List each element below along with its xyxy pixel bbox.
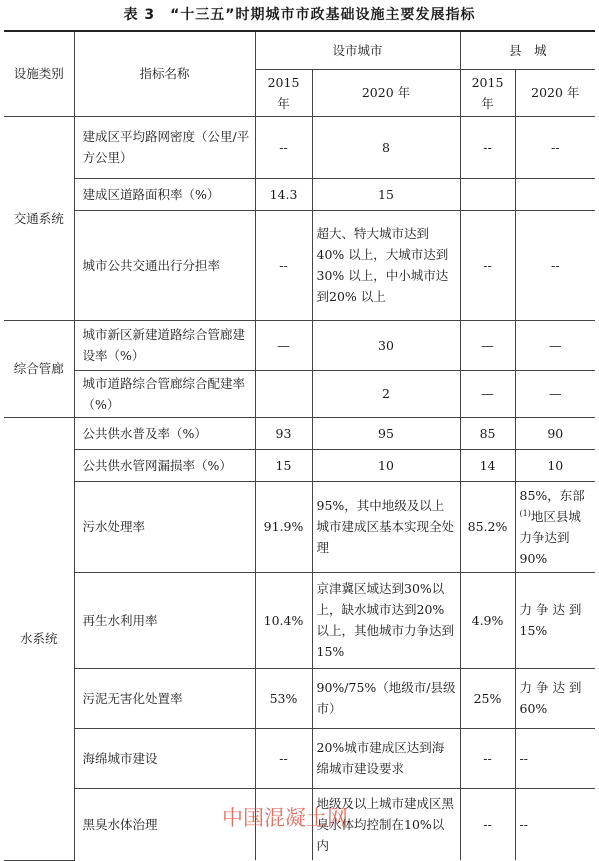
city-2020-cell: 地级及以上城市建成区黑臭水体均控制在10%以内: [312, 788, 460, 860]
city-2020-cell: 90%/75%（地级市/县级市）: [312, 668, 460, 728]
table-row: [4, 417, 595, 449]
city-2015-cell: 53%: [255, 668, 312, 728]
county-2015-cell: --: [460, 728, 515, 788]
table-row: [4, 210, 595, 320]
city-2020-cell: 95%，其中地级及以上城市建成区基本实现全处理: [312, 481, 460, 572]
footnote-marker: (1): [519, 508, 531, 518]
city-2015-cell: —: [255, 320, 312, 370]
county-2020-cell: 90: [515, 417, 595, 449]
county-2020-cell: —: [515, 320, 595, 370]
city-2020-cell: 京津冀区域达到30%以上，缺水城市达到20%以上，其他城市力争达到15%: [312, 572, 460, 668]
county-2015-cell: --: [460, 788, 515, 860]
table-row: [4, 449, 595, 481]
county-2020-cell: 力 争 达 到15%: [515, 572, 595, 668]
header-county-2020: 2020 年: [515, 69, 595, 116]
county-2015-cell: 4.9%: [460, 572, 515, 668]
city-2020-cell: 2: [312, 370, 460, 417]
city-2015-cell: --: [255, 116, 312, 178]
county-2015-cell: --: [460, 210, 515, 320]
table-row: [4, 370, 595, 417]
table-row: [4, 116, 595, 178]
county-2015-cell: —: [460, 320, 515, 370]
city-2015-cell: --: [255, 728, 312, 788]
county-2020-cell: [515, 178, 595, 210]
table-title: 表 3 “十三五”时期城市市政基础设施主要发展指标: [123, 7, 476, 23]
city-2015-cell: --: [255, 210, 312, 320]
city-2020-cell: 8: [312, 116, 460, 178]
city-2020-cell: 20%城市建成区达到海绵城市建设要求: [312, 728, 460, 788]
county-2020-cell: 力 争 达 到60%: [515, 668, 595, 728]
indicator-cell: 城市公共交通出行分担率: [74, 210, 255, 320]
county-2015-cell: 14: [460, 449, 515, 481]
category-pipe-gallery: 综合管廊: [4, 320, 74, 417]
indicator-cell: 海绵城市建设: [74, 728, 255, 788]
county-2020-cell: [515, 481, 595, 572]
city-2020-cell: 30: [312, 320, 460, 370]
header-city-group: 设市城市: [255, 31, 460, 69]
table-row: [4, 178, 595, 210]
indicator-cell: 建成区道路面积率（%）: [74, 178, 255, 210]
indicator-cell: 建成区平均路网密度（公里/平方公里）: [74, 116, 255, 178]
city-2015-cell: 91.9%: [255, 481, 312, 572]
county-2015-cell: —: [460, 370, 515, 417]
county-2020-cell: —: [515, 370, 595, 417]
county-2015-cell: 85.2%: [460, 481, 515, 572]
table-row: [4, 572, 595, 668]
county-2015-cell: 25%: [460, 668, 515, 728]
county-2020-prefix: 85%，东部: [519, 487, 585, 503]
indicator-cell: 黑臭水体治理: [74, 788, 255, 860]
county-2020-cell: --: [515, 788, 595, 860]
category-water: 水系统: [4, 417, 74, 860]
indicator-cell: 再生水利用率: [74, 572, 255, 668]
city-2020-cell: 95: [312, 417, 460, 449]
city-2015-cell: 93: [255, 417, 312, 449]
county-2020-text: 地区县城力争达到90%: [519, 508, 581, 566]
watermark-logo: 中国混凝土网: [222, 806, 348, 830]
county-2020-cell: 10: [515, 449, 595, 481]
header-row-group: [4, 31, 595, 69]
city-2015-cell: 15: [255, 449, 312, 481]
header-county-2015: 2015 年: [460, 69, 515, 116]
indicator-cell: 公共供水管网漏损率（%）: [74, 449, 255, 481]
city-2020-cell: 10: [312, 449, 460, 481]
category-transport: 交通系统: [4, 116, 74, 320]
table-row: [4, 481, 595, 572]
table-row: [4, 668, 595, 728]
table-row: [4, 728, 595, 788]
county-2015-cell: --: [460, 116, 515, 178]
header-city-2015: 2015 年: [255, 69, 312, 116]
county-2020-cell: --: [515, 728, 595, 788]
city-2015-cell: 10.4%: [255, 572, 312, 668]
county-2015-cell: 85: [460, 417, 515, 449]
city-2015-cell: 14.3: [255, 178, 312, 210]
header-city-2020: 2020 年: [312, 69, 460, 116]
table-row: [4, 320, 595, 370]
indicator-cell: 公共供水普及率（%）: [74, 417, 255, 449]
county-2020-cell: --: [515, 116, 595, 178]
indicator-cell: 城市新区新建道路综合管廊建设率（%）: [74, 320, 255, 370]
city-2020-cell: 15: [312, 178, 460, 210]
indicator-table: [4, 30, 595, 861]
header-county-group: 县 城: [460, 31, 595, 69]
city-2015-cell: [255, 370, 312, 417]
header-indicator: 指标名称: [74, 31, 255, 116]
indicator-cell: 污泥无害化处置率: [74, 668, 255, 728]
county-2020-cell: --: [515, 210, 595, 320]
indicator-cell: 城市道路综合管廊综合配建率（%）: [74, 370, 255, 417]
city-2020-cell: 超大、特大城市达到40% 以上，大城市达到 30% 以上，中小城市达到20% 以上: [312, 210, 460, 320]
county-2015-cell: [460, 178, 515, 210]
indicator-cell: 污水处理率: [74, 481, 255, 572]
header-category: 设施类别: [4, 31, 74, 116]
